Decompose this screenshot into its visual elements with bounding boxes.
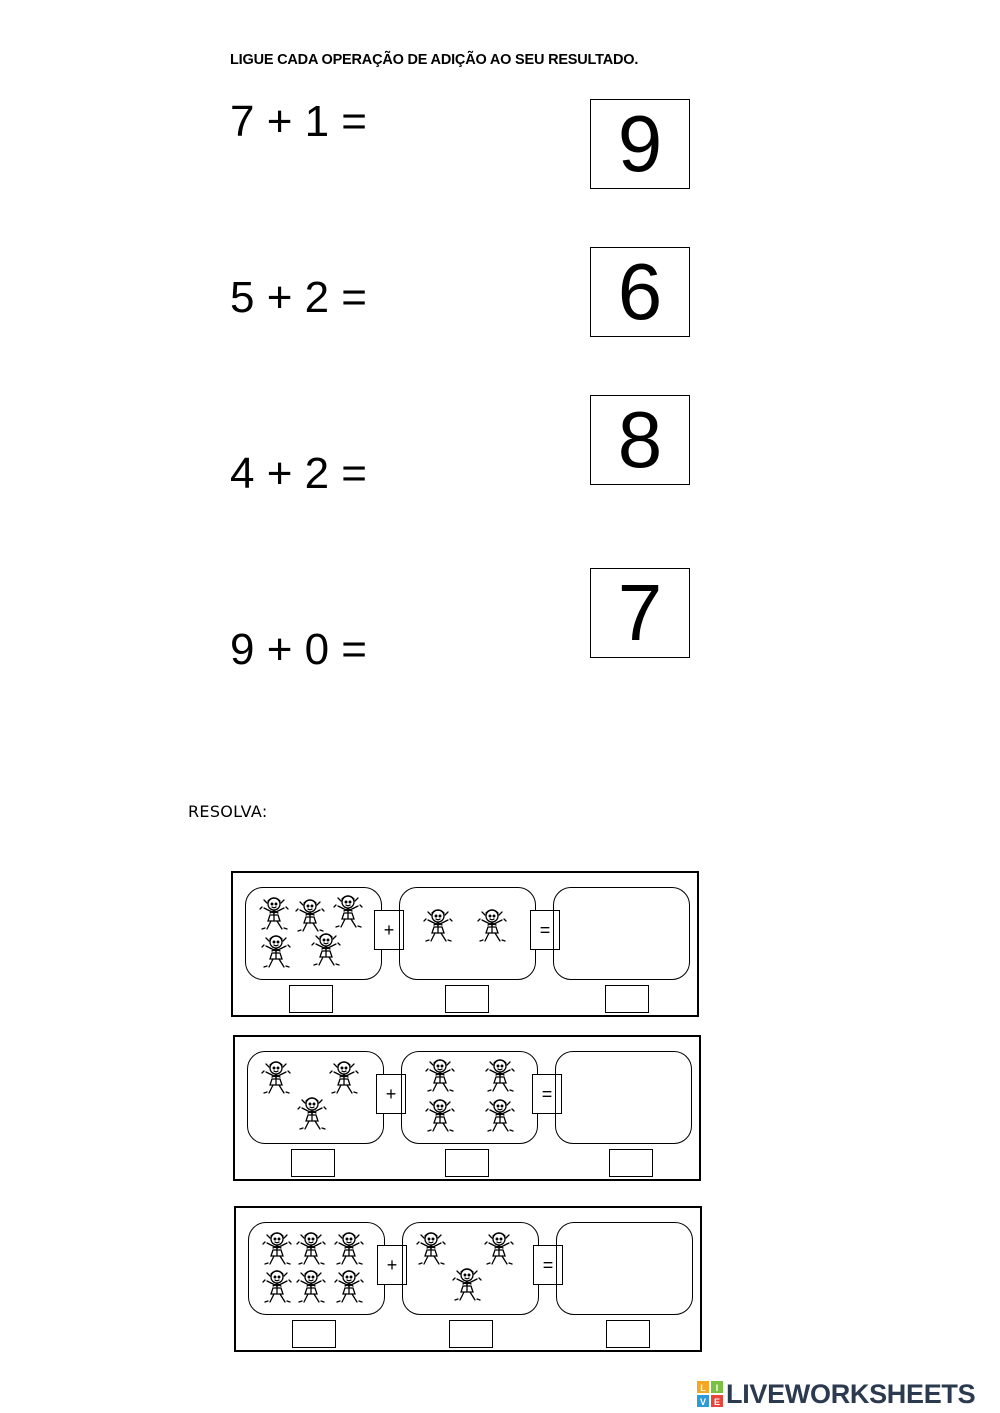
sum-group: [553, 887, 690, 980]
result-box-2[interactable]: 6: [590, 247, 690, 337]
svg-text:L: L: [700, 1383, 706, 1393]
child-figure-icon: [483, 1229, 515, 1267]
child-figure-icon: [451, 1265, 483, 1303]
child-figure-icon: [328, 1058, 360, 1096]
sum-group: [555, 1051, 692, 1144]
child-figure-icon: [333, 1267, 365, 1305]
right-group: [402, 1222, 539, 1315]
equals-sign: =: [532, 1074, 562, 1114]
answer-box-right[interactable]: [449, 1320, 493, 1348]
child-figure-icon: [260, 1058, 292, 1096]
answer-box-sum[interactable]: [605, 985, 649, 1013]
child-figure-icon: [484, 1096, 516, 1134]
exercise-1: [231, 871, 699, 1017]
operation-1: 7 + 1 =: [230, 97, 368, 146]
exercise-3: [234, 1206, 702, 1352]
child-figure-icon: [295, 1229, 327, 1267]
child-figure-icon: [294, 896, 326, 934]
operation-2: 5 + 2 =: [230, 273, 368, 322]
child-figure-icon: [424, 1056, 456, 1094]
result-box-3[interactable]: 8: [590, 395, 690, 485]
child-figure-icon: [422, 906, 454, 944]
svg-text:E: E: [713, 1397, 721, 1407]
right-group: [401, 1051, 538, 1144]
result-box-4[interactable]: 7: [590, 568, 690, 658]
sum-group: [556, 1222, 693, 1315]
answer-box-right[interactable]: [445, 1149, 489, 1177]
instruction-text: LIGUE CADA OPERAÇÃO DE ADIÇÃO AO SEU RESULTADO.: [230, 52, 639, 68]
child-figure-icon: [261, 1229, 293, 1267]
equals-sign: =: [530, 910, 560, 950]
plus-sign: +: [376, 1074, 406, 1114]
child-figure-icon: [261, 1267, 293, 1305]
left-group: [248, 1222, 385, 1315]
operation-3: 4 + 2 =: [230, 449, 368, 498]
child-figure-icon: [333, 1229, 365, 1267]
child-figure-icon: [260, 932, 292, 970]
left-group: [245, 887, 382, 980]
result-box-1[interactable]: 9: [590, 99, 690, 189]
svg-text:V: V: [699, 1397, 707, 1407]
child-figure-icon: [415, 1229, 447, 1267]
section-title: RESOLVA:: [188, 802, 268, 821]
liveworksheets-logo-icon: [697, 1381, 723, 1407]
child-figure-icon: [296, 1094, 328, 1132]
child-figure-icon: [310, 930, 342, 968]
answer-box-sum[interactable]: [609, 1149, 653, 1177]
operation-4: 9 + 0 =: [230, 625, 368, 674]
child-figure-icon: [332, 892, 364, 930]
answer-box-left[interactable]: [292, 1320, 336, 1348]
child-figure-icon: [476, 906, 508, 944]
right-group: [399, 887, 536, 980]
brand-name: LIVEWORKSHEETS: [726, 1378, 976, 1409]
answer-box-right[interactable]: [445, 985, 489, 1013]
answer-box-left[interactable]: [291, 1149, 335, 1177]
child-figure-icon: [424, 1096, 456, 1134]
svg-text:I: I: [715, 1383, 719, 1393]
child-figure-icon: [258, 894, 290, 932]
answer-box-left[interactable]: [289, 985, 333, 1013]
liveworksheets-logo: [697, 1377, 975, 1411]
child-figure-icon: [295, 1267, 327, 1305]
plus-sign: +: [374, 910, 404, 950]
child-figure-icon: [484, 1056, 516, 1094]
exercise-2: [233, 1035, 701, 1181]
equals-sign: =: [533, 1245, 563, 1285]
answer-box-sum[interactable]: [606, 1320, 650, 1348]
plus-sign: +: [377, 1245, 407, 1285]
left-group: [247, 1051, 384, 1144]
